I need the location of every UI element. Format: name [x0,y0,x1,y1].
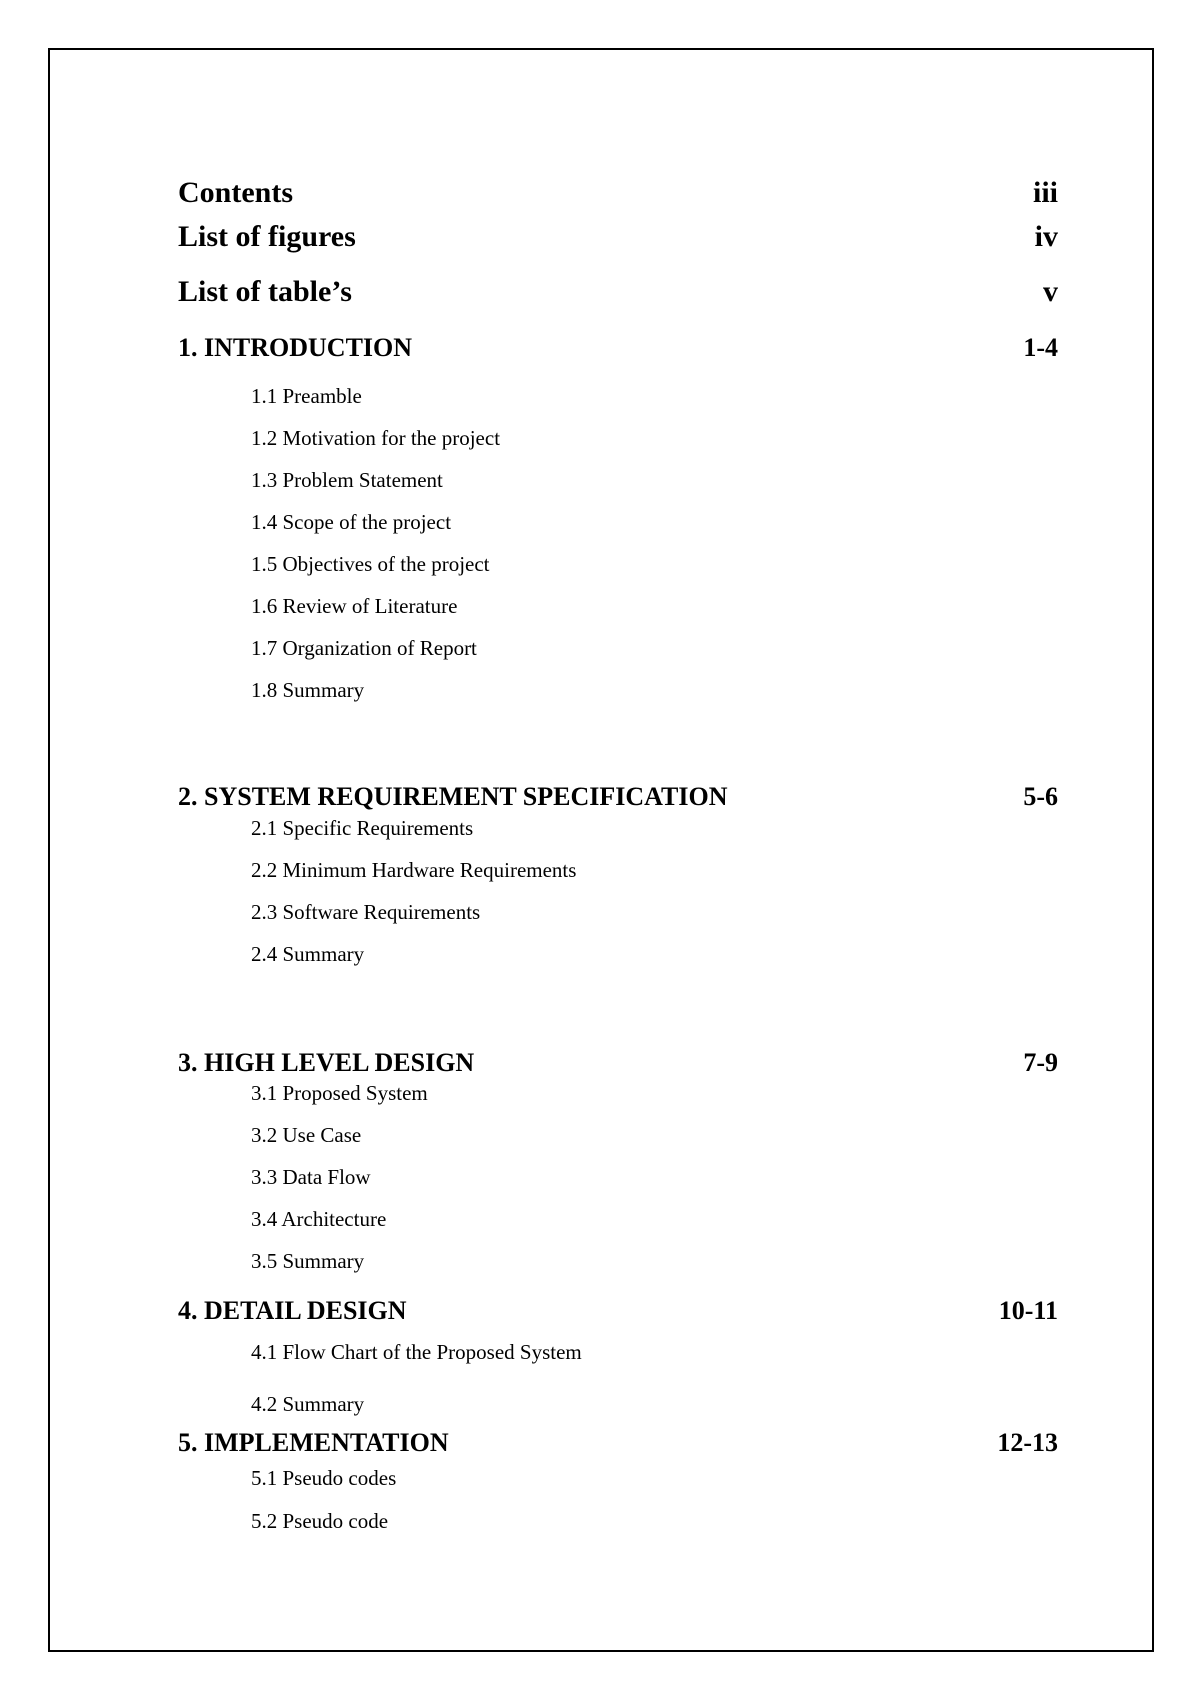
toc-chapter-title: 2. SYSTEM REQUIREMENT SPECIFICATION [178,782,728,811]
toc-section-entry[interactable]: 5.2 Pseudo code [251,1509,389,1533]
toc-section-entry[interactable]: 3.2 Use Case [251,1123,362,1147]
toc-section-entry[interactable]: 1.3 Problem Statement [251,468,443,492]
toc-section-entry[interactable]: 4.1 Flow Chart of the Proposed System [251,1340,582,1364]
toc-section-entry[interactable]: 1.5 Objectives of the project [251,552,490,576]
toc-section-entry[interactable]: 1.8 Summary [251,678,365,702]
toc-entry-page: iv [1034,220,1058,253]
toc-section-entry[interactable]: 2.3 Software Requirements [251,900,481,924]
toc-chapter-entry[interactable] [178,333,1058,363]
toc-front-entry[interactable] [178,275,1058,309]
toc-section-entry[interactable]: 1.1 Preamble [251,384,362,408]
toc-section-entry[interactable]: 3.5 Summary [251,1249,365,1273]
toc-chapter-pages: 1-4 [1023,333,1058,362]
toc-front-entry[interactable] [178,176,1058,210]
toc-chapter-pages: 5-6 [1023,782,1058,811]
toc-chapter-title: 3. HIGH LEVEL DESIGN [178,1048,475,1077]
toc-section-entry[interactable]: 5.1 Pseudo codes [251,1466,397,1490]
toc-chapter-entry[interactable] [178,1048,1058,1078]
toc-chapter-title: 1. INTRODUCTION [178,333,413,362]
toc-section-entry[interactable]: 3.1 Proposed System [251,1081,428,1105]
toc-section-entry[interactable]: 2.1 Specific Requirements [251,816,474,840]
toc-chapter-title: 4. DETAIL DESIGN [178,1296,407,1325]
toc-section-entry[interactable]: 2.2 Minimum Hardware Requirements [251,858,577,882]
toc-chapter-title: 5. IMPLEMENTATION [178,1428,449,1457]
toc-chapter-entry[interactable] [178,1296,1058,1326]
toc-section-entry[interactable]: 1.4 Scope of the project [251,510,452,534]
toc-chapter-pages: 12-13 [997,1428,1058,1457]
toc-section-entry[interactable]: 1.6 Review of Literature [251,594,458,618]
toc-section-entry[interactable]: 4.2 Summary [251,1392,365,1416]
toc-front-entry[interactable] [178,220,1058,254]
toc-chapter-entry[interactable] [178,782,1058,812]
toc-entry-title: List of figures [178,220,356,253]
toc-section-entry[interactable]: 3.4 Architecture [251,1207,387,1231]
toc-entry-title: Contents [178,176,294,209]
toc-section-entry[interactable]: 2.4 Summary [251,942,365,966]
toc-chapter-entry[interactable] [178,1428,1058,1458]
toc-section-entry[interactable]: 1.7 Organization of Report [251,636,477,660]
toc-entry-page: iii [1032,176,1058,209]
toc-entry-title: List of table’s [178,275,352,308]
toc-section-entry[interactable]: 3.3 Data Flow [251,1165,371,1189]
toc-chapter-pages: 10-11 [998,1296,1058,1325]
toc-entry-page: v [1043,275,1058,308]
toc-chapter-pages: 7-9 [1023,1048,1058,1077]
toc-section-entry[interactable]: 1.2 Motivation for the project [251,426,501,450]
